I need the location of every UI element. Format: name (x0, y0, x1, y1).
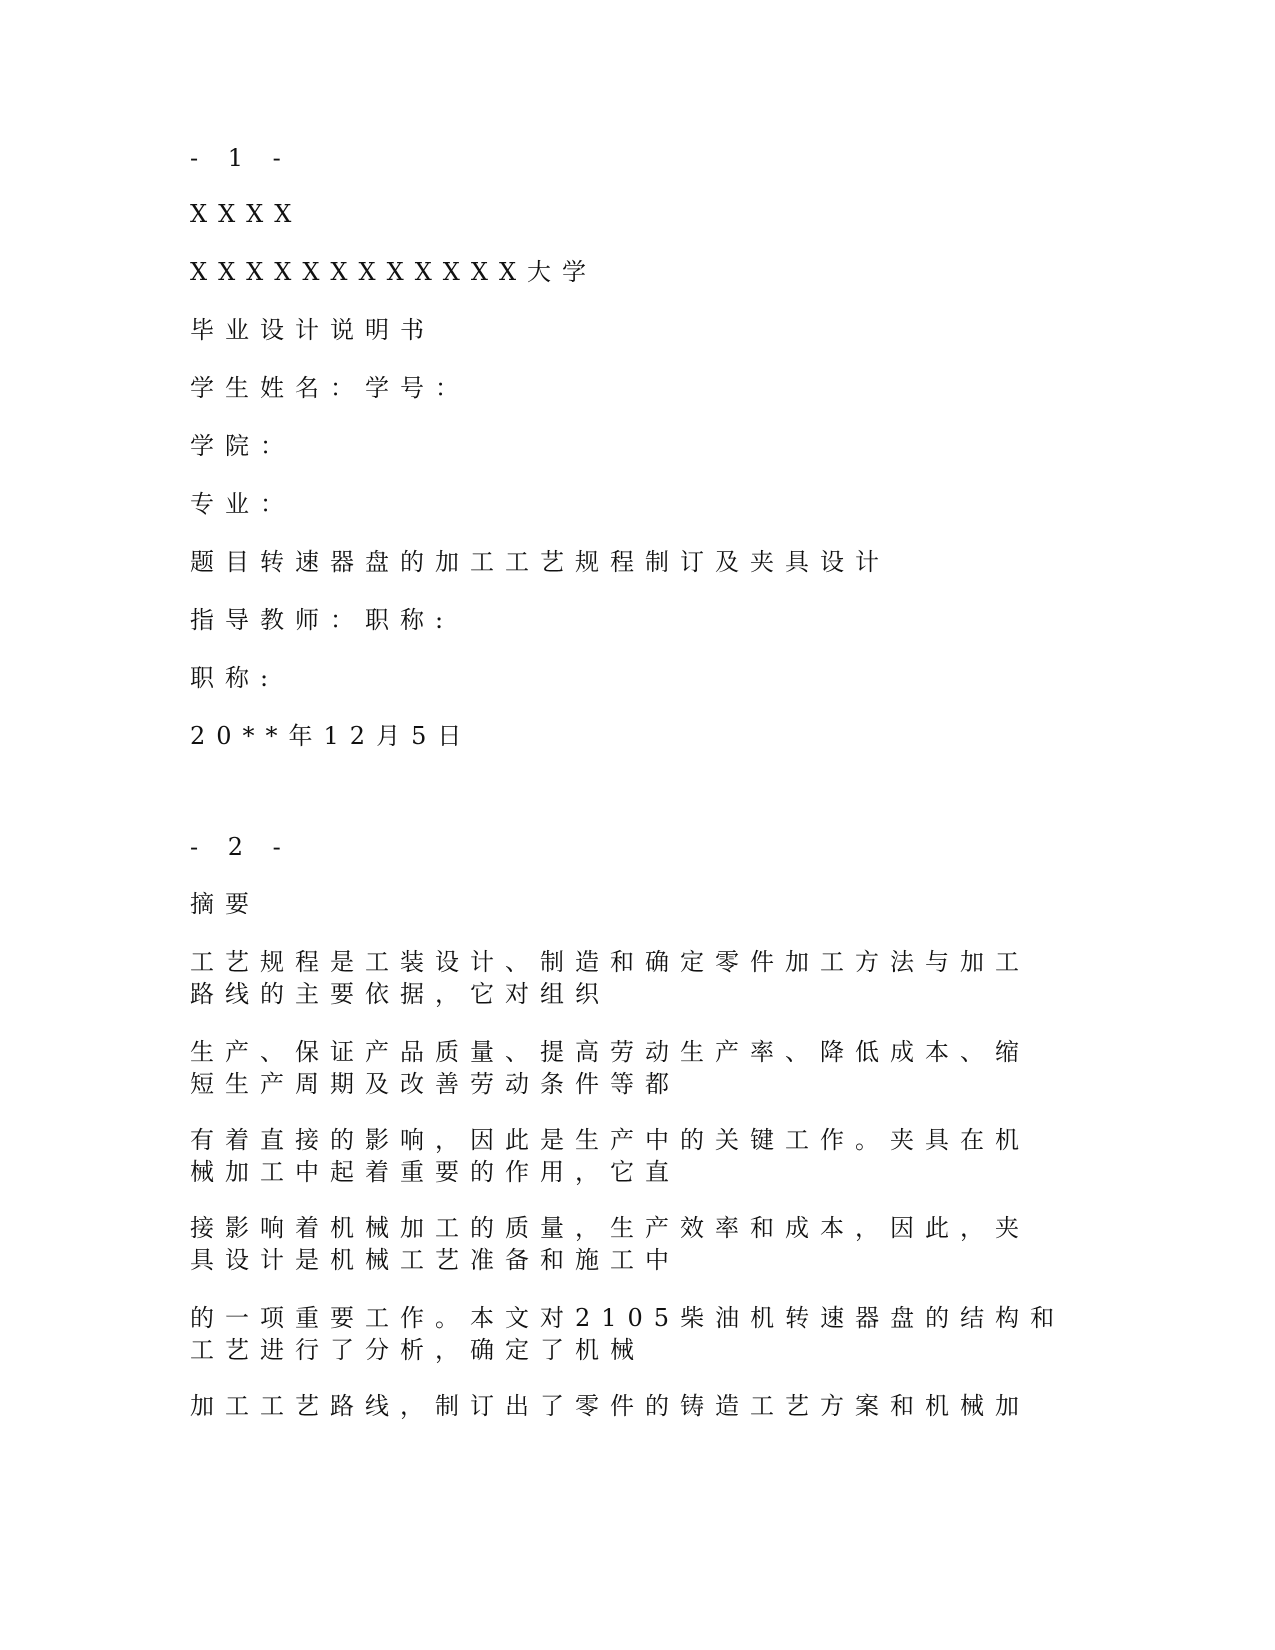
abstract-line: 具设计是机械工艺准备和施工中 (190, 1246, 680, 1274)
abstract-line: 路线的主要依据，它对组织 (190, 980, 610, 1008)
abstract-line: 加工工艺路线，制订出了零件的铸造工艺方案和机械加 (190, 1392, 1030, 1420)
abstract-line: 生产、保证产品质量、提高劳动生产率、降低成本、缩 (190, 1038, 1030, 1066)
abstract-paragraph (190, 1302, 1090, 1366)
abstract-line: 接影响着机械加工的质量，生产效率和成本，因此，夹 (190, 1214, 1030, 1242)
abstract-line: 短生产周期及改善劳动条件等都 (190, 1070, 680, 1098)
advisor-field: 指导教师：职称: (190, 606, 455, 634)
abstract-paragraph (190, 946, 1090, 1010)
abstract-heading: 摘要 (190, 890, 260, 918)
title-field: 职称: (190, 664, 280, 692)
topic-field: 题目转速器盘的加工工艺规程制订及夹具设计 (190, 548, 890, 576)
cover-line-xxxx: XXXX (190, 200, 303, 228)
abstract-paragraph (190, 1212, 1090, 1276)
document-title: 毕业设计说明书 (190, 316, 435, 344)
abstract-line: 有着直接的影响，因此是生产中的关键工作。夹具在机 (190, 1126, 1030, 1154)
abstract-paragraph (190, 1390, 1090, 1422)
abstract-paragraph (190, 1124, 1090, 1188)
university-name: XXXXXXXXXXXX大学 (190, 258, 598, 286)
abstract-line: 工艺进行了分析，确定了机械 (190, 1336, 645, 1364)
abstract-line: 工艺规程是工装设计、制造和确定零件加工方法与加工 (190, 948, 1030, 976)
date-field: 20**年12月5日 (190, 722, 473, 750)
student-info: 学生姓名：学号： (190, 374, 470, 402)
abstract-paragraph (190, 1036, 1090, 1100)
abstract-line: 的一项重要工作。本文对2105柴油机转速器盘的结构和 (190, 1304, 1066, 1332)
page-number-2: - 2 - (190, 833, 292, 861)
abstract-line: 械加工中起着重要的作用，它直 (190, 1158, 680, 1186)
college-field: 学院： (190, 432, 295, 460)
major-field: 专业： (190, 490, 295, 518)
page-number-1: - 1 - (190, 144, 292, 172)
